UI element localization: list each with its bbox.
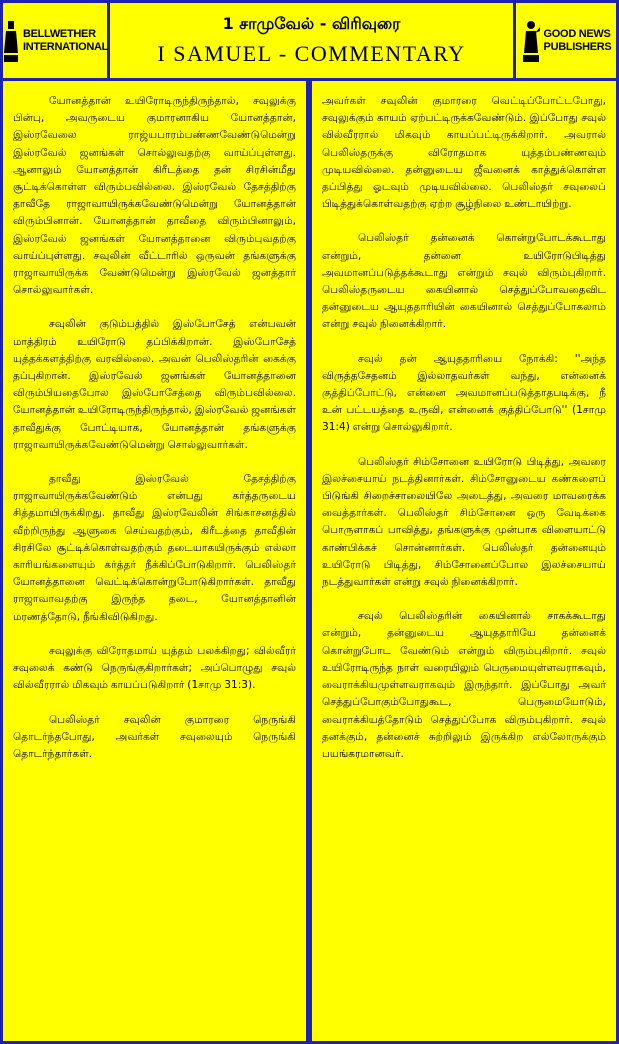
paragraph: அவர்கள் சவுலின் குமாரரை வெட்டிப்போட்டபோது, சவுலுக்கும் காயம் ஏற்பட்டிருக்கவேண்டும். இப்போது சவுல் வில்வீரரால் மிகவும் காயப்பட்டிருக்கிறார். அவரால் பெலிஸ்தருக்கு விரோதமாக யுத்தம்பண்ணவும் முடியவில்லை. தன்னுடைய ஜீவனைக் காத்துக்கொள்ள தப்பித்து ஓடவும் முடியவில்லை. பெலிஸ்தர் சவுலைப் பிடித்துக்கொள்வதற்கு ஏற்ற சூழ்நிலை உண்டாயிற்று. [322,95,606,211]
paragraph: சவுல் தன் ஆயுததாரியை நோக்கி: ''அந்த விருத்தசேதனம் இல்லாதவர்கள் வந்து, என்னைக் குத்திப்போட்டு, என்னை அவமானப்படுத்தாதபடிக்கு, நீ உன் பட்டயத்தை உருவி, என்னைக் குத்திப்போடு'' (1சாமு 31:4) என்று சொல்லுகிறார். [322,352,606,434]
good-news-figure-icon [521,19,541,63]
logo-line-1: BELLWETHER [22,27,96,40]
paragraph: சவுல் பெலிஸ்தரின் கையினால் சாகக்கூடாது என்றும், தன்னுடைய ஆயுததாரியே தன்னைக் கொன்றுபோட வேண்டும் என்றும் விரும்புகிறார். சவுல் உயிரோடிருந்த நாள் வரையிலும் பெருமையுள்ளவராகவும், வைராக்கியமுள்ளவராகவும் இருந்தார். இப்போது அவர் செத்துப்போகும்போதுகூட, பெருமையோடும், வைராக்கியத்தோடும் செத்துப்போக விரும்புகிறார். சவுல் தனக்கும், தன்னைச் சுற்றிலும் இருக்கிற எல்லோருக்கும் பயங்கரமானவர். [322,610,606,760]
good-news-logo [516,3,616,78]
title-panel [110,3,513,78]
paragraph: பெலிஸ்தர் சிம்சோனை உயிரோடு பிடித்து, அவரை இலச்சையாய் நடத்தினார்கள். சிம்சோனுடைய கண்களைப் பிடுங்கி சிறைச்சாலையிலே அடைத்து, அவரை மாவரைக்க வைத்தார்கள். பெலிஸ்தர் சிம்சோனை ஒரு வேடிக்கை பொருளாகப் பாவித்து, தங்களுக்கு முன்பாக விளையாட்டு காண்பிக்கச் சொன்னார்கள். பெலிஸ்தர் தன்னையும் உயிரோடு பிடித்து, சிம்சோனைப்போல இலச்சையாய் நடத்துவார்கள் என்று சவுல் நினைக்கிறார். [322,455,606,589]
bellwether-logo [3,3,107,78]
paragraph: பெலிஸ்தர் சவுலின் குமாரரை நெருங்கி தொடர்ந்தபோது, அவர்கள் சவுலையும் நெருங்கி தொடர்ந்தார்கள். [13,713,296,760]
paragraph: பெலிஸ்தர் தன்னைக் கொன்றுபோடக்கூடாது என்றும், தன்னை உயிரோடுபிடித்து அவமானப்படுத்தக்கூடாது என்றும் சவுல் விரும்புகிறார். பெலிஸ்தருடைய கையினால் செத்துப்போவதைவிட தன்னுடைய ஆயுததாரியின் கையினால் செத்துப்போகலாம் என்று சவுல் நினைக்கிறார். [322,232,606,331]
logo-line-1: GOOD NEWS [543,27,611,40]
right-column [312,81,616,1041]
left-column [3,81,306,1041]
title-english: I SAMUEL - COMMENTARY [157,41,466,66]
logo-line-2: PUBLISHERS [543,40,612,53]
paragraph: சவுலின் குடும்பத்தில் இஸ்போசேத் என்பவன் மாத்திரம் உயிரோடு தப்பிக்கிறான். இஸ்போசேத் யுத்தக்களத்திற்கு வரவில்லை. அவன் பெலிஸ்தரின் கைக்கு தப்புகிறான். இஸ்ரவேல் ஜனங்கள் யோனத்தானை விரும்பியதைபோல இஸ்போசேத்தை விரும்பவில்லை. யோனத்தான் உயிரோடிருந்திருந்தால், இஸ்ரவேல் ஜனங்கள் தாவீதுக்கு போட்டியாக, யோனத்தான் தங்களுக்கு ராஜாவாயிருக்கவேண்டுமென்று சொல்லுவார்கள். [13,318,296,451]
bellwether-figure-icon [2,19,20,63]
logo-line-2: INTERNATIONAL [22,40,109,53]
paragraph: யோனத்தான் உயிரோடிருந்திருந்தால், சவுலுக்கு பின்பு, அவருடைய குமாரனாகிய யோனத்தான், இஸ்ரவேலை ராஜ்யபாரம்பண்ணவேண்டுமென்று இஸ்ரவேல் ஜனங்கள் சொல்லுவதற்கு வாய்ப்புள்ளது. ஆனாலும் யோனத்தான் கிரீடத்தை தன் சிரசின்மீது சூட்டிக்கொள்ள விரும்பவில்லை. இஸ்ரவேல் தேசத்திற்கு தாவீதே ராஜாவாயிருக்கவேண்டுமென்று யோனத்தான் விரும்பினான். யோனத்தான் தாவீதை விரும்பினாலும், இஸ்ரவேல் ஜனங்கள் யோனத்தானை விரும்புவதற்கு வாய்ப்புள்ளது. சவுலின் வீட்டாரில் ஒருவன் தங்களுக்கு ராஜாவாயிருக்க வேண்டுமென்று இஸ்ரவேல் ஜனத்தார் சொல்லுவார்கள். [13,95,296,297]
title-tamil: 1 சாமுவேல் - விரிவுரை [222,14,401,33]
paragraph: சவுலுக்கு விரோதமாய் யுத்தம் பலக்கிறது; வில்வீரர் சவுலைக் கண்டு நெருங்குகிறார்கள்; அப்பொழுது சவுல் வில்வீரரால் மிகவும் காயப்படுகிறார் (1சாமு 31:3). [13,644,296,692]
page-header [3,3,616,78]
paragraph: தாவீது இஸ்ரவேல் தேசத்திற்கு ராஜாவாயிருக்கவேண்டும் என்பது கர்த்தருடைய சித்தமாயிருக்கிறது. தாவீது இஸ்ரவேலின் சிங்காசனத்தில் வீற்றிருந்து ஆளுகை செய்வதற்கும், கிரீடத்தை தாவீதின் சிரசிலே சூட்டிக்கொள்வதற்கும் தடையாகயிருக்கும் எல்லா காரியங்களையும் கர்த்தர் நீக்கிப்போடுகிறார். பெலிஸ்தர் யோனத்தானை வெட்டிக்கொன்றுபோடுகிறார்கள். தாவீது ராஜாவாவதற்கு இருந்த தடை, யோனத்தானின் மரணத்தோடு, நீங்கிவிடுகிறது. [13,473,296,623]
